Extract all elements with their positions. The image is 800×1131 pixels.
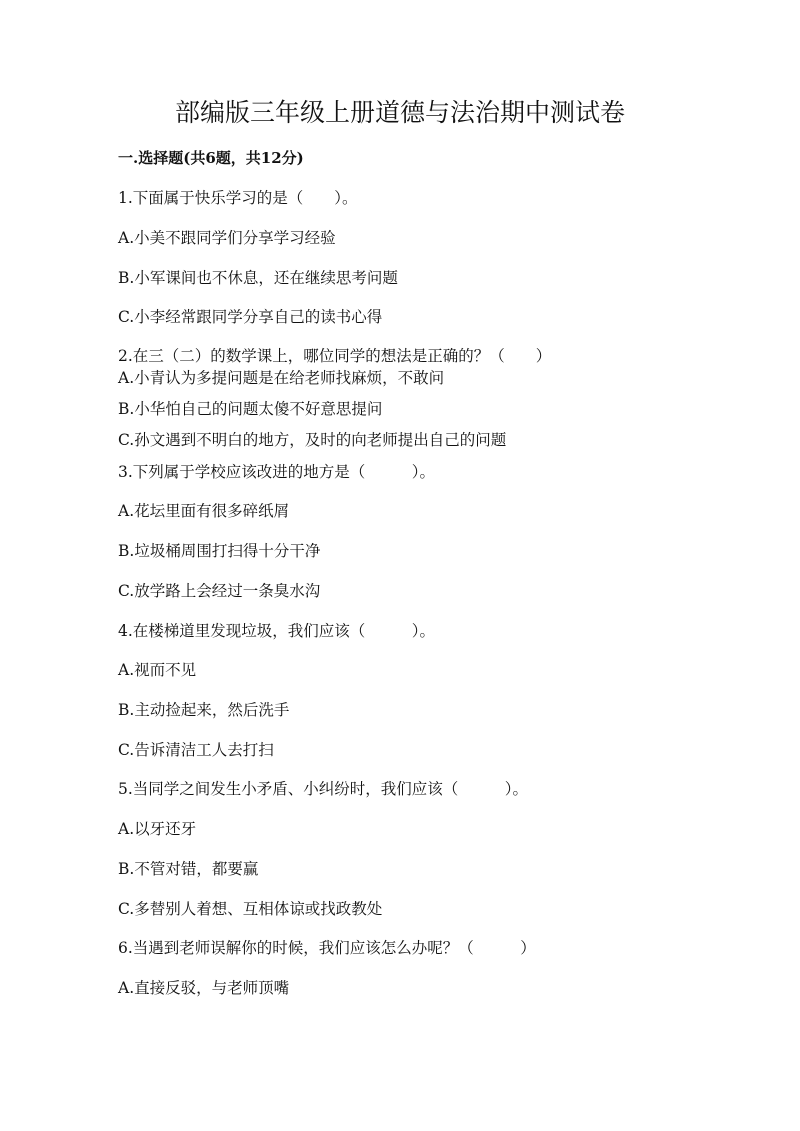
document-title: 部编版三年级上册道德与法治期中测试卷	[174, 98, 625, 127]
question-6-option-a: A.直接反驳，与老师顶嘴	[118, 979, 290, 997]
question-1-option-c: C.小李经常跟同学分享自己的读书心得	[118, 308, 383, 326]
question-2-option-c: C.孙文遇到不明白的地方，及时的向老师提出自己的问题	[118, 431, 507, 449]
question-2-stem: 2.在三（二）的数学课上，哪位同学的想法是正确的？（ ）	[118, 347, 552, 365]
question-4-option-a: A.视而不见	[118, 661, 197, 679]
question-3-option-b: B.垃圾桶周围打扫得十分干净	[118, 542, 321, 560]
section-heading: 一.选择题(共6题，共12分)	[118, 149, 304, 167]
question-4-stem: 4.在楼梯道里发现垃圾，我们应该（ ）。	[118, 622, 436, 640]
question-1-stem: 1.下面属于快乐学习的是（ ）。	[118, 189, 358, 207]
question-4-option-c: C.告诉清洁工人去打扫	[118, 741, 274, 759]
question-3-stem: 3.下列属于学校应该改进的地方是（ ）。	[118, 463, 436, 481]
question-6-stem: 6.当遇到老师误解你的时候，我们应该怎么办呢？（ ）	[118, 939, 536, 957]
question-3-option-a: A.花坛里面有很多碎纸屑	[118, 502, 290, 520]
question-1-option-b: B.小军课间也不休息，还在继续思考问题	[118, 269, 398, 287]
question-4-option-b: B.主动捡起来，然后洗手	[118, 701, 290, 719]
question-1-option-a: A.小美不跟同学们分享学习经验	[118, 229, 336, 247]
question-5-stem: 5.当同学之间发生小矛盾、小纠纷时，我们应该（ ）。	[118, 780, 529, 798]
question-5-option-c: C.多替别人着想、互相体谅或找政教处	[118, 900, 383, 918]
question-5-option-a: A.以牙还牙	[118, 820, 197, 838]
question-2-option-a: A.小青认为多提问题是在给老师找麻烦，不敢问	[118, 369, 445, 387]
question-3-option-c: C.放学路上会经过一条臭水沟	[118, 582, 321, 600]
question-2-option-b: B.小华怕自己的问题太傻不好意思提问	[118, 400, 383, 418]
question-5-option-b: B.不管对错，都要赢	[118, 860, 259, 878]
